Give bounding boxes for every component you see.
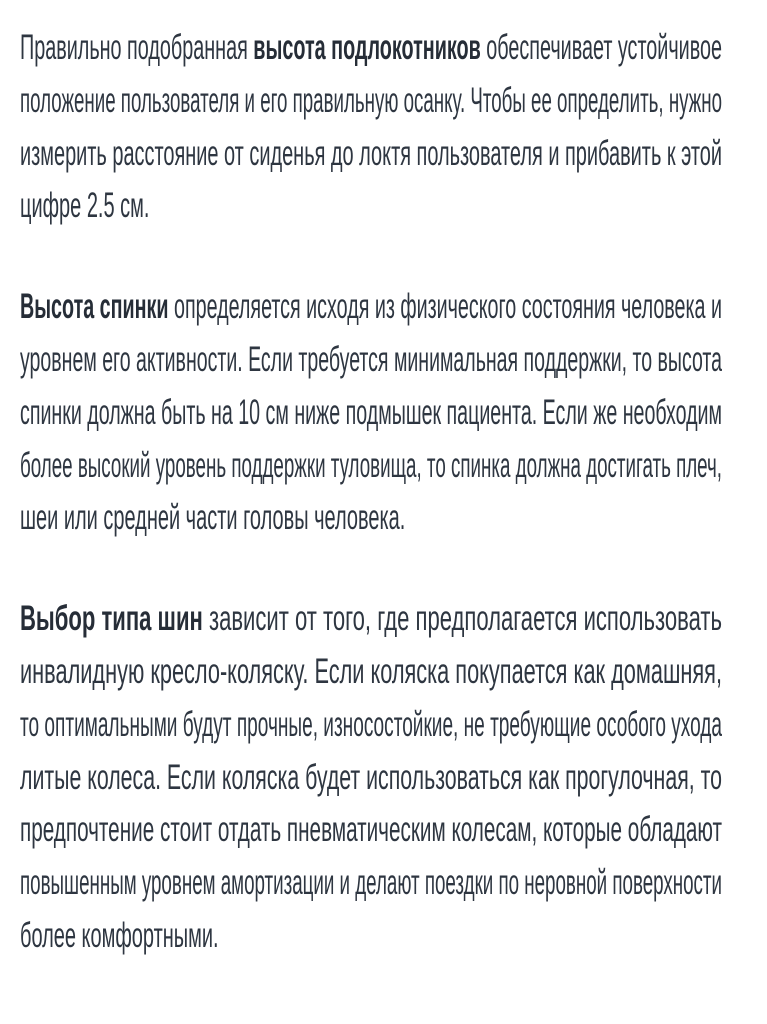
text-line <box>20 186 149 226</box>
text-line <box>20 446 722 486</box>
text-row <box>20 863 722 916</box>
text-line <box>20 287 722 327</box>
text-line <box>20 863 722 903</box>
text-segment: уровнем его активности. Если требуется минимальная поддержки, то высота <box>20 339 722 379</box>
text-segment: определяется исходя из физического состояния человека и <box>168 287 722 327</box>
text-segment: обеспечивает устойчивое <box>480 28 722 67</box>
paragraph <box>20 599 722 969</box>
text-line <box>20 758 722 798</box>
bold-term: Выбор типа шин <box>20 599 203 639</box>
text-segment: зависит от того, где предполагается использовать <box>202 599 723 639</box>
text-row <box>20 340 722 393</box>
text-segment: то оптимальными будут прочные, износостойкие, не требующие особого ухода <box>20 704 722 744</box>
text-row <box>20 705 722 758</box>
text-segment: положение пользователя и его правильную осанку. Чтобы ее определить, нужно <box>20 80 722 120</box>
text-line <box>20 498 405 538</box>
text-segment: спинки должна быть на 10 см ниже подмышек пациента. Если же необходим <box>20 392 723 432</box>
text-segment: повышенным уровнем амортизации и делают поездки по неровной поверхности <box>20 863 722 903</box>
text-row <box>20 393 722 446</box>
text-row <box>20 810 722 863</box>
text-segment: цифре 2.5 см. <box>20 186 150 226</box>
text-row <box>20 287 722 340</box>
text-line <box>20 28 722 68</box>
text-line <box>20 340 722 380</box>
text-line <box>20 393 722 433</box>
text-line <box>20 134 722 174</box>
text-row <box>20 652 722 705</box>
bold-term: Высота спинки <box>20 287 169 327</box>
text-line <box>20 810 722 850</box>
text-segment: Правильно подобранная <box>20 28 254 67</box>
text-row <box>20 134 722 187</box>
text-row <box>20 81 722 134</box>
bold-term: высота подлокотников <box>253 28 481 67</box>
text-line <box>20 916 219 956</box>
text-segment: измерить расстояние от сиденья до локтя пользователя и прибавить к этой <box>20 133 722 173</box>
text-row <box>20 186 722 239</box>
text-row <box>20 599 722 652</box>
text-segment: более высокий уровень поддержки туловища, то спинка должна достигать плеч, <box>20 445 722 485</box>
text-row <box>20 498 722 551</box>
text-segment: предпочтение стоит отдать пневматическим колесам, которые обладают <box>20 810 722 850</box>
text-line <box>20 599 722 639</box>
text-line <box>20 705 722 745</box>
text-segment: более комфортными. <box>20 915 219 955</box>
document-body <box>20 28 722 1017</box>
text-row <box>20 446 722 499</box>
text-segment: литые колеса. Если коляска будет использоваться как прогулочная, то <box>20 757 722 797</box>
text-row <box>20 28 722 81</box>
paragraph <box>20 287 722 551</box>
text-line <box>20 81 722 121</box>
text-row <box>20 758 722 811</box>
text-segment: инвалидную кресло-коляску. Если коляска покупается как домашняя, <box>20 651 722 691</box>
text-row <box>20 916 722 969</box>
text-line <box>20 652 722 692</box>
paragraph <box>20 28 722 239</box>
text-segment: шеи или средней части головы человека. <box>20 498 406 538</box>
